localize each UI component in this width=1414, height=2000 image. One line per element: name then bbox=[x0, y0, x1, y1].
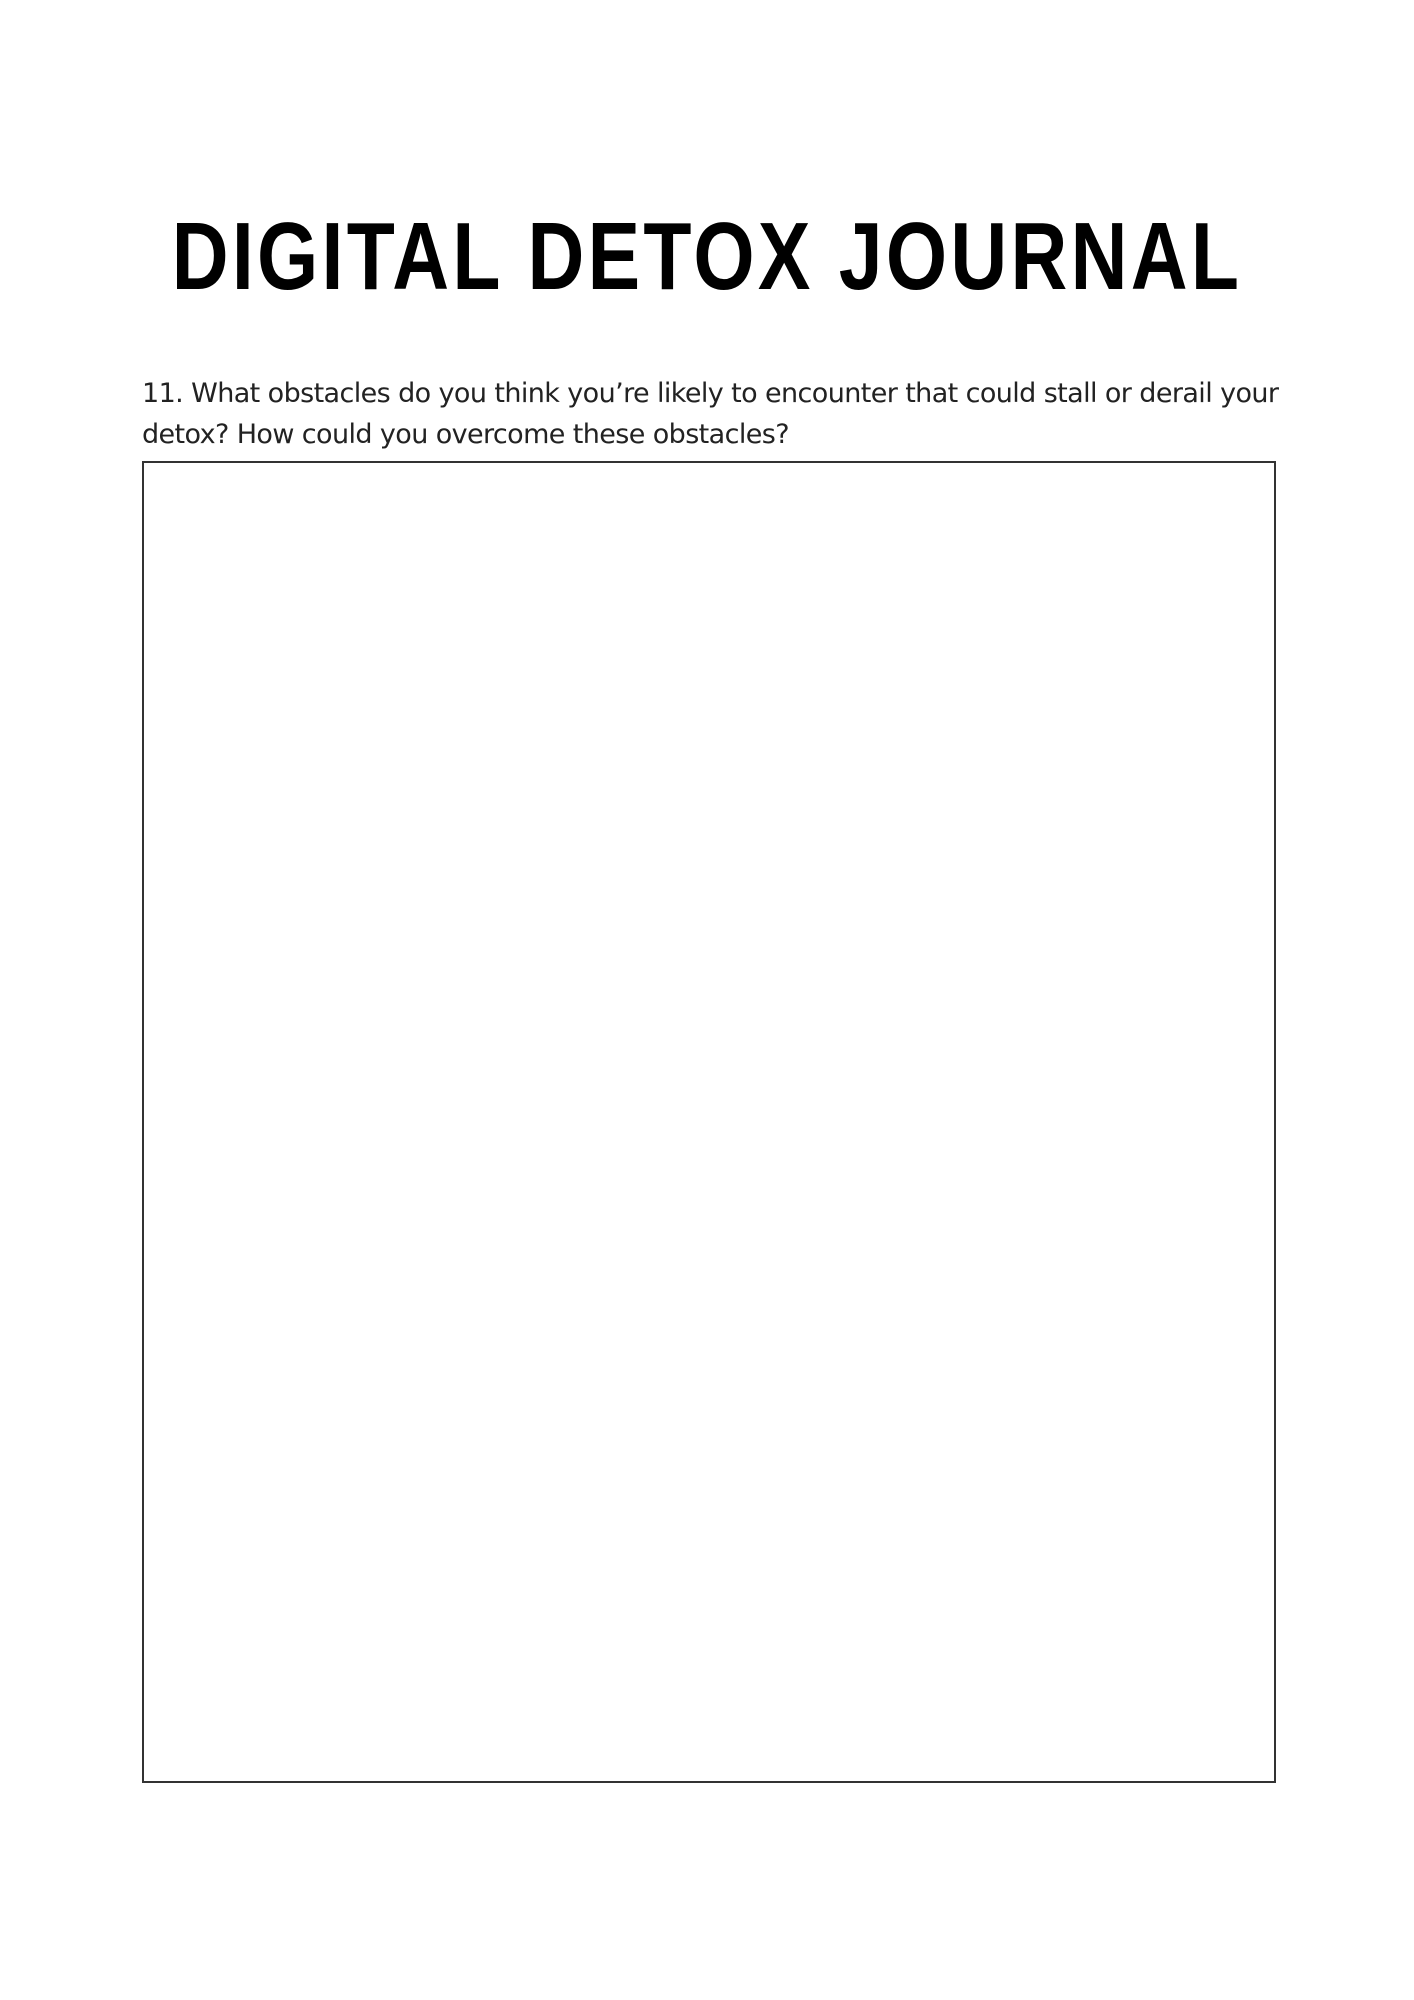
answer-box bbox=[142, 461, 1276, 1783]
journal-prompt: 11. What obstacles do you think you’re likely to encounter that could stall or derail your detox? How could you overcome these obstacles? bbox=[142, 378, 1279, 450]
page-title: DIGITAL DETOX JOURNAL bbox=[171, 203, 1243, 311]
